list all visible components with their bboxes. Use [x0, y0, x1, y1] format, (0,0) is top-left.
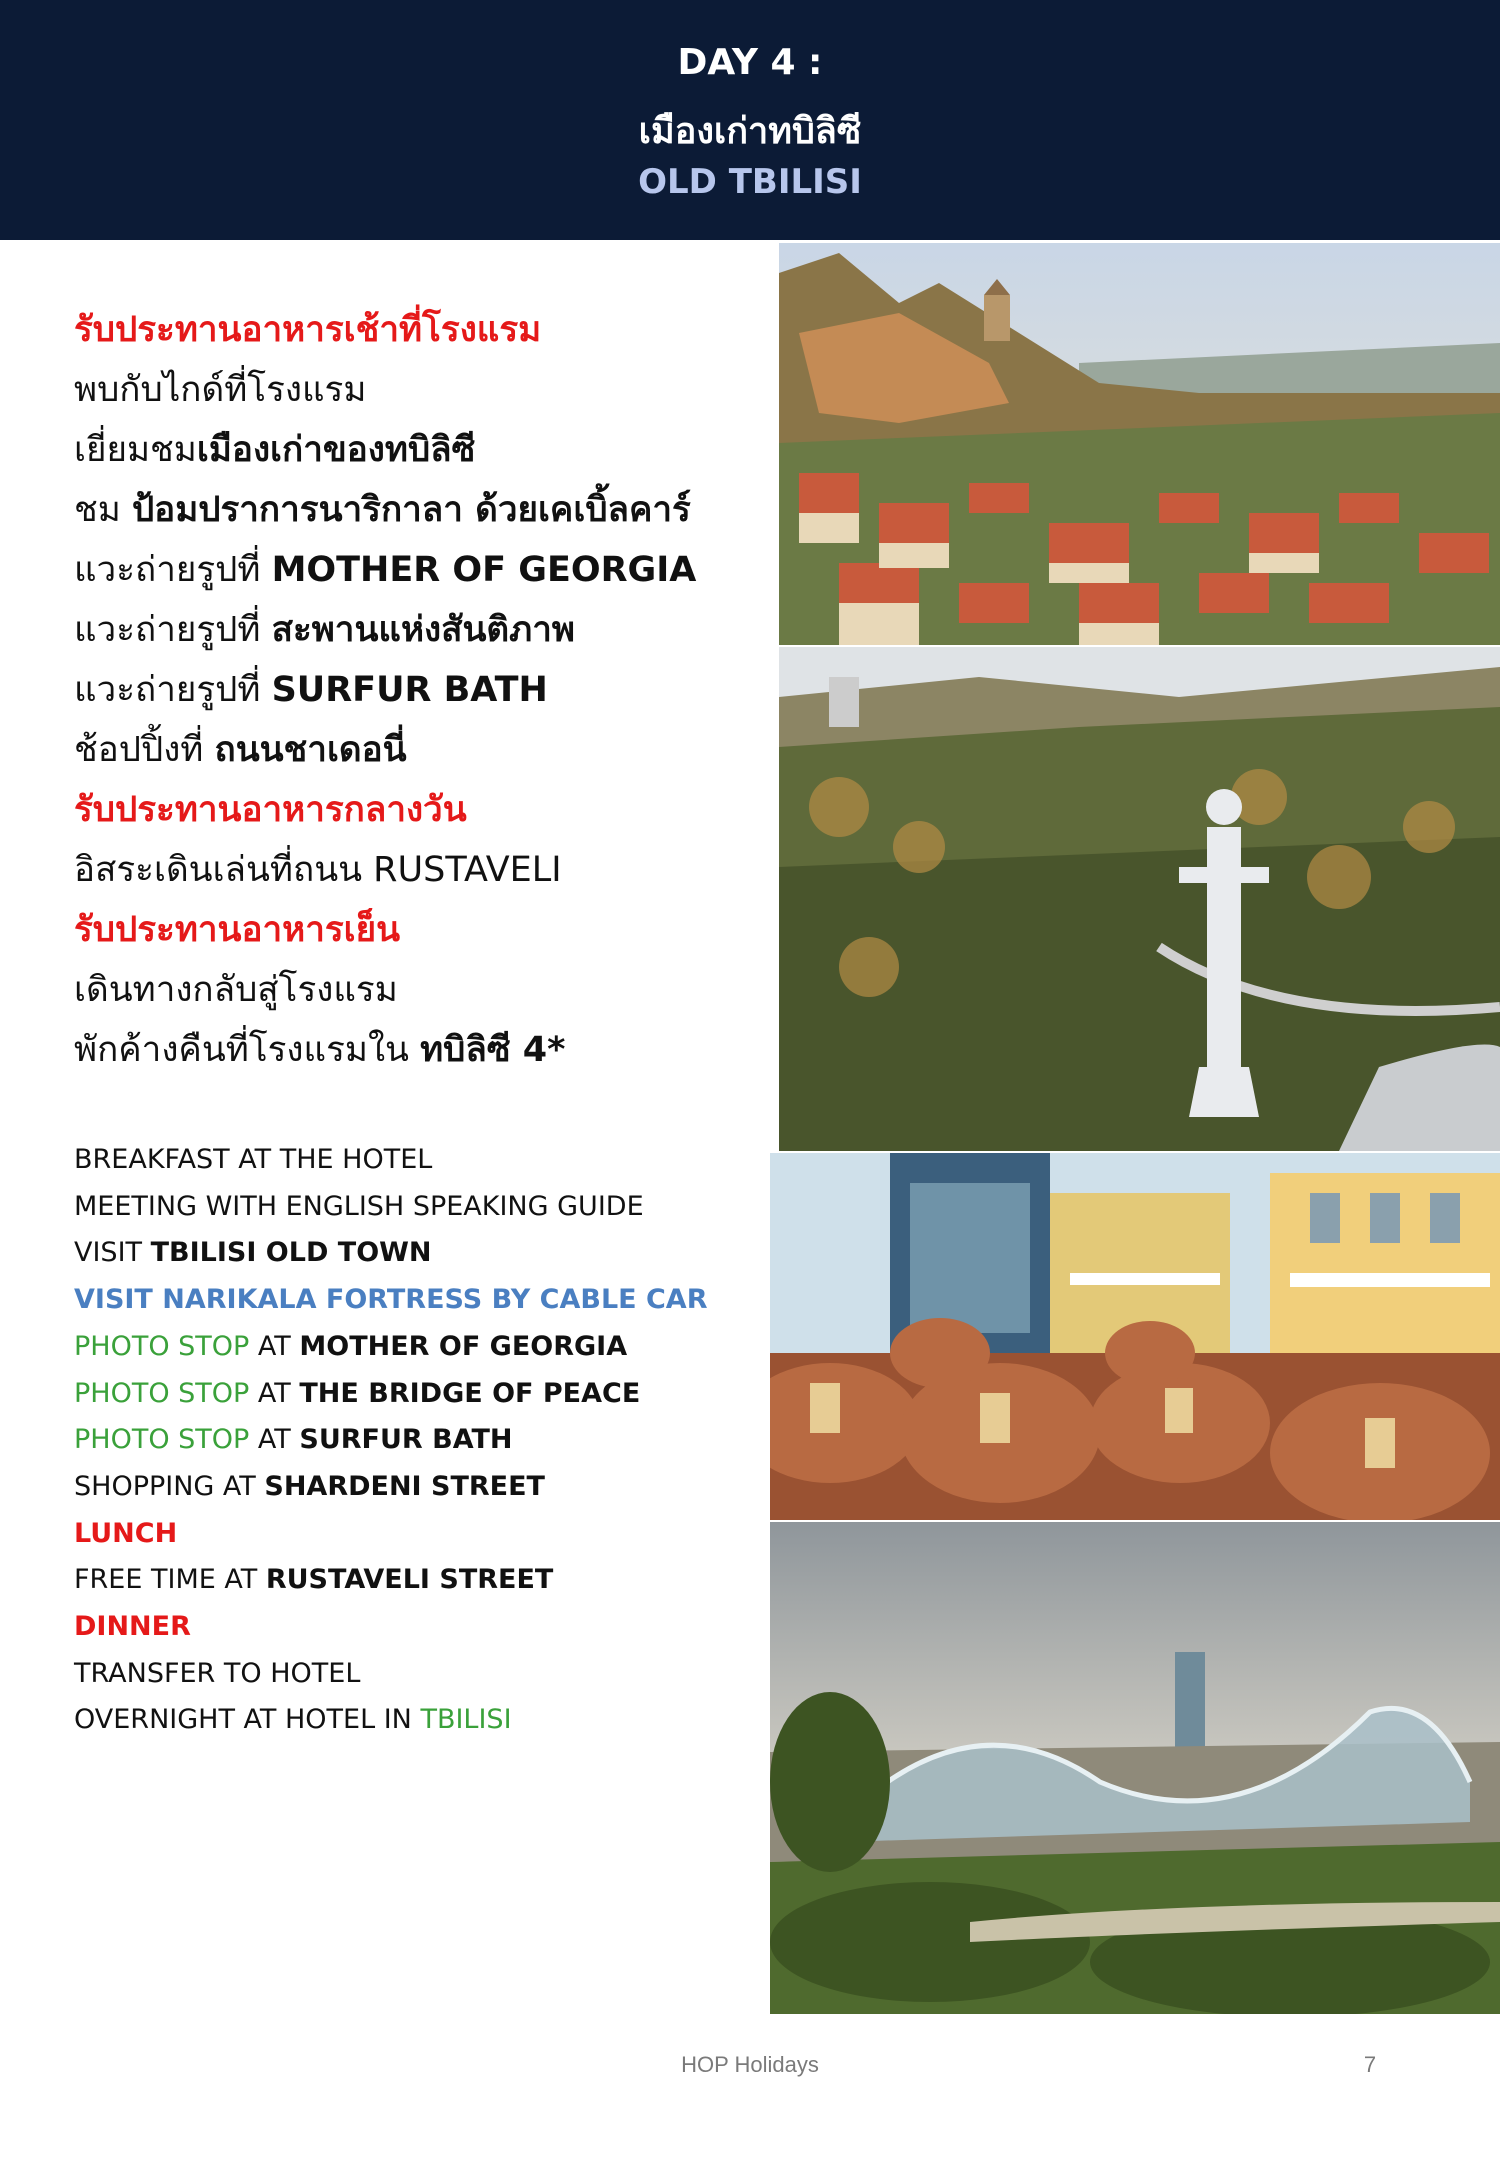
english-itinerary-line-text: FREE TIME AT: [74, 1564, 266, 1596]
english-itinerary-line-text: SURFUR BATH: [299, 1424, 513, 1456]
thai-itinerary-line-text: ถนนชาเดอนี่: [214, 730, 407, 770]
english-itinerary-line-text: PHOTO STOP: [74, 1377, 250, 1409]
old-tbilisi-fortress-photo: [779, 243, 1500, 645]
english-itinerary-line-text: TBILISI: [420, 1704, 512, 1736]
english-itinerary-line-text: DINNER: [74, 1611, 191, 1643]
thai-itinerary-line-text: แวะถ่ายรูปที่: [74, 610, 272, 650]
bridge-of-peace-photo: [770, 1522, 1500, 2014]
english-itinerary-line-text: BREAKFAST AT THE HOTEL: [74, 1144, 433, 1175]
english-itinerary-line: [74, 1697, 764, 1744]
english-itinerary-line-text: AT: [249, 1330, 300, 1362]
thai-itinerary-line-text: ช้อปปิ้งที่: [74, 730, 215, 770]
english-itinerary-line: [74, 1324, 764, 1371]
english-itinerary-line-text: AT: [249, 1377, 300, 1409]
day-title-english: OLD TBILISI: [638, 162, 862, 202]
page-number: 7: [1363, 2052, 1377, 2077]
thai-itinerary-line: [74, 540, 764, 600]
english-itinerary-line-text: LUNCH: [74, 1517, 178, 1549]
thai-itinerary-line-text: พักค้างคืนที่โรงแรมใน: [74, 1030, 421, 1070]
english-itinerary-line-text: AT: [249, 1424, 300, 1456]
thai-itinerary-line-text: แวะถ่ายรูปที่: [74, 670, 272, 710]
english-itinerary-line: [74, 1137, 764, 1184]
english-itinerary-line-text: VISIT: [74, 1237, 151, 1269]
thai-itinerary-line: [74, 840, 764, 900]
english-itinerary-line: [74, 1464, 764, 1511]
english-itinerary-line-text: THE BRIDGE OF PEACE: [299, 1377, 641, 1409]
english-itinerary-line-text: MEETING WITH ENGLISH SPEAKING GUIDE: [74, 1190, 644, 1222]
thai-itinerary-line-text: ทบิลิซี 4*: [420, 1030, 566, 1070]
english-itinerary-line-text: TRANSFER TO HOTEL: [74, 1657, 361, 1689]
english-itinerary-line-text: RUSTAVELI STREET: [265, 1564, 554, 1596]
thai-itinerary-line-text: MOTHER OF GEORGIA: [271, 550, 697, 590]
english-itinerary-line-text: VISIT NARIKALA FORTRESS BY CABLE CAR: [74, 1284, 708, 1316]
day-title-thai: เมืองเก่าทบิลิซี: [638, 111, 862, 152]
footer-brand: HOP Holidays: [681, 2052, 819, 2077]
thai-itinerary-line-text: สะพานแห่งสันติภาพ: [271, 610, 575, 650]
thai-itinerary-line: [74, 600, 764, 660]
thai-itinerary-line: [74, 900, 764, 960]
thai-itinerary-line: [74, 720, 764, 780]
english-itinerary-line: [74, 1557, 764, 1604]
thai-itinerary-line-text: พบกับไกด์ที่โรงแรม: [74, 370, 367, 410]
thai-itinerary-line-text: แวะถ่ายรูปที่: [74, 550, 272, 590]
thai-itinerary-line-text: รับประทานอาหารเช้าที่โรงแรม: [74, 310, 542, 350]
english-itinerary-line-text: SHOPPING AT: [74, 1470, 265, 1502]
thai-itinerary-line-text: เยี่ยมชม: [74, 430, 197, 470]
thai-itinerary-line: [74, 480, 764, 540]
thai-itinerary-line: [74, 420, 764, 480]
english-itinerary-line-text: SHARDENI STREET: [264, 1470, 545, 1502]
thai-itinerary-line-text: รับประทานอาหารกลางวัน: [74, 790, 467, 830]
english-itinerary-line: [74, 1230, 764, 1277]
english-itinerary-line: [74, 1651, 764, 1698]
thai-itinerary-line-text: ป้อมปราการนาริกาลา ด้วยเคเบิ้ลคาร์: [131, 490, 691, 530]
english-itinerary-line-text: PHOTO STOP: [74, 1330, 250, 1362]
english-itinerary-line-text: MOTHER OF GEORGIA: [299, 1330, 628, 1362]
mother-of-georgia-photo: [779, 647, 1500, 1151]
english-itinerary-line: [74, 1511, 764, 1558]
day-label: DAY 4 :: [677, 42, 823, 83]
thai-itinerary-line-text: เมืองเก่าของทบิลิซี: [196, 430, 476, 470]
english-itinerary-line-text: PHOTO STOP: [74, 1424, 250, 1456]
english-itinerary-line-text: TBILISI OLD TOWN: [150, 1237, 432, 1269]
thai-itinerary-line-text: ชม: [74, 490, 132, 530]
english-itinerary-line: [74, 1184, 764, 1231]
thai-itinerary-line: [74, 960, 764, 1020]
english-itinerary-line: [74, 1371, 764, 1418]
thai-itinerary-line: [74, 360, 764, 420]
thai-itinerary-line: [74, 1020, 764, 1080]
thai-itinerary-line-text: SURFUR BATH: [271, 670, 548, 710]
thai-itinerary-line: [74, 780, 764, 840]
thai-itinerary-line: [74, 660, 764, 720]
day-header: [0, 0, 1500, 240]
english-itinerary-line: [74, 1604, 764, 1651]
thai-itinerary-line-text: เดินทางกลับสู่โรงแรม: [74, 970, 398, 1010]
english-itinerary-line: [74, 1417, 764, 1464]
thai-itinerary: [74, 300, 764, 1080]
english-itinerary: [74, 1137, 764, 1744]
thai-itinerary-line-text: อิสระเดินเล่นที่ถนน RUSTAVELI: [74, 850, 562, 890]
english-itinerary-line-text: OVERNIGHT AT HOTEL IN: [74, 1704, 421, 1736]
thai-itinerary-line: [74, 300, 764, 360]
english-itinerary-line: [74, 1277, 764, 1324]
sulfur-bath-domes-photo: [770, 1153, 1500, 1520]
thai-itinerary-line-text: รับประทานอาหารเย็น: [74, 910, 401, 950]
